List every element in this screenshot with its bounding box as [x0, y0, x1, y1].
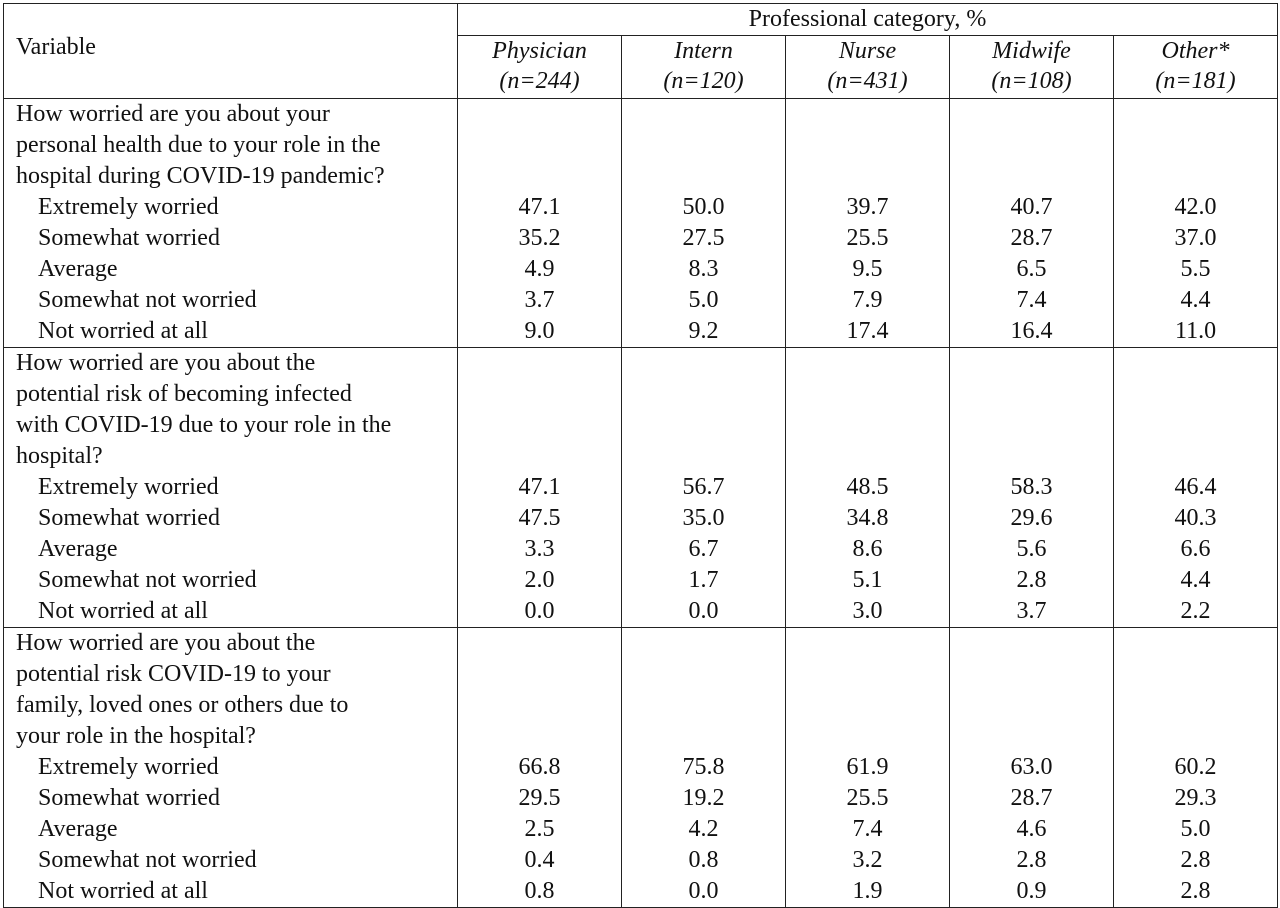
value-cell [786, 99, 950, 348]
question-text-line: potential risk of becoming infected [16, 381, 352, 407]
percentage-value: 6.5 [1016, 256, 1047, 282]
percentage-value: 6.6 [1180, 536, 1211, 562]
question-text-line: How worried are you about your [16, 101, 330, 127]
question-section-row [4, 99, 1278, 348]
value-cell [622, 628, 786, 908]
percentage-value: 1.9 [852, 878, 883, 904]
percentage-value: 58.3 [1010, 474, 1053, 500]
question-text-line: hospital during COVID-19 pandemic? [16, 163, 385, 189]
professional-category-header: Professional category, % [458, 4, 1278, 36]
percentage-value: 9.0 [524, 318, 555, 344]
percentage-value: 2.8 [1180, 878, 1211, 904]
value-cell [1114, 99, 1278, 348]
question-spacer [1114, 99, 1277, 192]
percentage-value: 2.8 [1180, 847, 1211, 873]
percentage-value: 3.0 [852, 598, 883, 624]
question-text-line: How worried are you about the [16, 350, 316, 376]
percentage-value: 56.7 [682, 474, 725, 500]
percentage-value: 61.9 [846, 754, 889, 780]
percentage-value: 4.6 [1016, 816, 1047, 842]
value-cell [622, 348, 786, 628]
percentage-value: 48.5 [846, 474, 889, 500]
percentage-value: 8.6 [852, 536, 883, 562]
response-option-label: Not worried at all [38, 878, 208, 904]
percentage-value: 5.0 [688, 287, 719, 313]
percentage-value: 25.5 [846, 225, 889, 251]
percentage-value: 5.5 [1180, 256, 1211, 282]
category-header-midwife [950, 36, 1114, 99]
category-name: Intern [674, 38, 733, 64]
data-table [3, 3, 1278, 908]
question-spacer [458, 99, 621, 192]
percentage-value: 2.8 [1016, 847, 1047, 873]
value-cell [786, 628, 950, 908]
percentage-value: 66.8 [518, 754, 561, 780]
percentage-value: 5.6 [1016, 536, 1047, 562]
category-header-intern [622, 36, 786, 99]
response-option-label: Extremely worried [38, 474, 219, 500]
percentage-value: 0.8 [688, 847, 719, 873]
response-option-label: Extremely worried [38, 194, 219, 220]
percentage-value: 28.7 [1010, 225, 1053, 251]
percentage-value: 9.5 [852, 256, 883, 282]
question-spacer [786, 99, 949, 192]
percentage-value: 11.0 [1174, 318, 1217, 344]
percentage-value: 19.2 [682, 785, 725, 811]
percentage-value: 0.9 [1016, 878, 1047, 904]
value-cell [1114, 628, 1278, 908]
response-option-label: Not worried at all [38, 598, 208, 624]
response-option-label: Somewhat not worried [38, 847, 257, 873]
percentage-value: 4.4 [1180, 567, 1211, 593]
value-cell [1114, 348, 1278, 628]
response-option-label: Average [38, 256, 118, 282]
percentage-value: 0.0 [688, 878, 719, 904]
response-option-label: Average [38, 536, 118, 562]
question-text-line: your role in the hospital? [16, 723, 256, 749]
question-spacer [622, 348, 785, 472]
response-option-label: Average [38, 816, 118, 842]
percentage-value: 28.7 [1010, 785, 1053, 811]
percentage-value: 7.4 [1016, 287, 1047, 313]
percentage-value: 2.8 [1016, 567, 1047, 593]
percentage-value: 0.8 [524, 878, 555, 904]
response-option-label: Not worried at all [38, 318, 208, 344]
percentage-value: 40.7 [1010, 194, 1053, 220]
question-spacer [622, 99, 785, 192]
response-option-label: Somewhat worried [38, 785, 220, 811]
percentage-value: 35.2 [518, 225, 561, 251]
value-cell [950, 99, 1114, 348]
percentage-value: 34.8 [846, 505, 889, 531]
percentage-value: 3.3 [524, 536, 555, 562]
percentage-value: 47.1 [518, 194, 561, 220]
percentage-value: 0.0 [524, 598, 555, 624]
category-name: Midwife [992, 38, 1071, 64]
category-n: (n=244) [499, 68, 580, 94]
value-cell [622, 99, 786, 348]
percentage-value: 16.4 [1010, 318, 1053, 344]
category-header-other [1114, 36, 1278, 99]
percentage-value: 50.0 [682, 194, 725, 220]
question-section-row [4, 348, 1278, 628]
value-cell [950, 348, 1114, 628]
category-name: Physician [492, 38, 587, 64]
variable-header: Variable [4, 4, 458, 99]
percentage-value: 29.5 [518, 785, 561, 811]
percentage-value: 1.7 [688, 567, 719, 593]
question-text-line: How worried are you about the [16, 630, 316, 656]
question-spacer [458, 628, 621, 752]
table-body [4, 99, 1278, 908]
percentage-value: 2.5 [524, 816, 555, 842]
question-text-line: potential risk COVID-19 to your [16, 661, 331, 687]
question-text-line: with COVID-19 due to your role in the [16, 412, 392, 438]
percentage-value: 46.4 [1174, 474, 1217, 500]
category-header-nurse [786, 36, 950, 99]
percentage-value: 3.7 [524, 287, 555, 313]
percentage-value: 47.5 [518, 505, 561, 531]
percentage-value: 27.5 [682, 225, 725, 251]
percentage-value: 0.4 [524, 847, 555, 873]
response-option-label: Somewhat worried [38, 505, 220, 531]
percentage-value: 37.0 [1174, 225, 1217, 251]
percentage-value: 5.0 [1180, 816, 1211, 842]
percentage-value: 2.0 [524, 567, 555, 593]
question-section-row [4, 628, 1278, 908]
question-text-line: personal health due to your role in the [16, 132, 381, 158]
question-spacer [786, 628, 949, 752]
percentage-value: 3.2 [852, 847, 883, 873]
category-name: Nurse [838, 38, 897, 64]
value-cell [458, 628, 622, 908]
percentage-value: 7.4 [852, 816, 883, 842]
percentage-value: 35.0 [682, 505, 725, 531]
percentage-value: 0.0 [688, 598, 719, 624]
variable-cell [4, 628, 458, 908]
category-n: (n=108) [991, 68, 1072, 94]
percentage-value: 2.2 [1180, 598, 1211, 624]
variable-cell [4, 348, 458, 628]
response-option-label: Extremely worried [38, 754, 219, 780]
category-n: (n=181) [1155, 68, 1236, 94]
percentage-value: 60.2 [1174, 754, 1217, 780]
response-option-label: Somewhat not worried [38, 287, 257, 313]
percentage-value: 29.3 [1174, 785, 1217, 811]
question-spacer [1114, 348, 1277, 472]
percentage-value: 4.9 [524, 256, 555, 282]
percentage-value: 4.4 [1180, 287, 1211, 313]
question-spacer [950, 99, 1113, 192]
percentage-value: 39.7 [846, 194, 889, 220]
question-spacer [786, 348, 949, 472]
question-text-line: hospital? [16, 443, 103, 469]
percentage-value: 9.2 [688, 318, 719, 344]
percentage-value: 7.9 [852, 287, 883, 313]
question-spacer [950, 348, 1113, 472]
percentage-value: 4.2 [688, 816, 719, 842]
question-spacer [950, 628, 1113, 752]
percentage-value: 40.3 [1174, 505, 1217, 531]
percentage-value: 8.3 [688, 256, 719, 282]
percentage-value: 3.7 [1016, 598, 1047, 624]
percentage-value: 75.8 [682, 754, 725, 780]
percentage-value: 5.1 [852, 567, 883, 593]
percentage-value: 25.5 [846, 785, 889, 811]
question-spacer [1114, 628, 1277, 752]
variable-cell [4, 99, 458, 348]
percentage-value: 42.0 [1174, 194, 1217, 220]
percentage-value: 47.1 [518, 474, 561, 500]
category-name: Other* [1161, 38, 1230, 64]
value-cell [458, 348, 622, 628]
category-n: (n=120) [663, 68, 744, 94]
response-option-label: Somewhat not worried [38, 567, 257, 593]
value-cell [786, 348, 950, 628]
category-header-physician [458, 36, 622, 99]
percentage-value: 63.0 [1010, 754, 1053, 780]
response-option-label: Somewhat worried [38, 225, 220, 251]
value-cell [458, 99, 622, 348]
question-spacer [458, 348, 621, 472]
percentage-value: 6.7 [688, 536, 719, 562]
question-text-line: family, loved ones or others due to [16, 692, 349, 718]
category-n: (n=431) [827, 68, 908, 94]
value-cell [950, 628, 1114, 908]
percentage-value: 17.4 [846, 318, 889, 344]
percentage-value: 29.6 [1010, 505, 1053, 531]
question-spacer [622, 628, 785, 752]
